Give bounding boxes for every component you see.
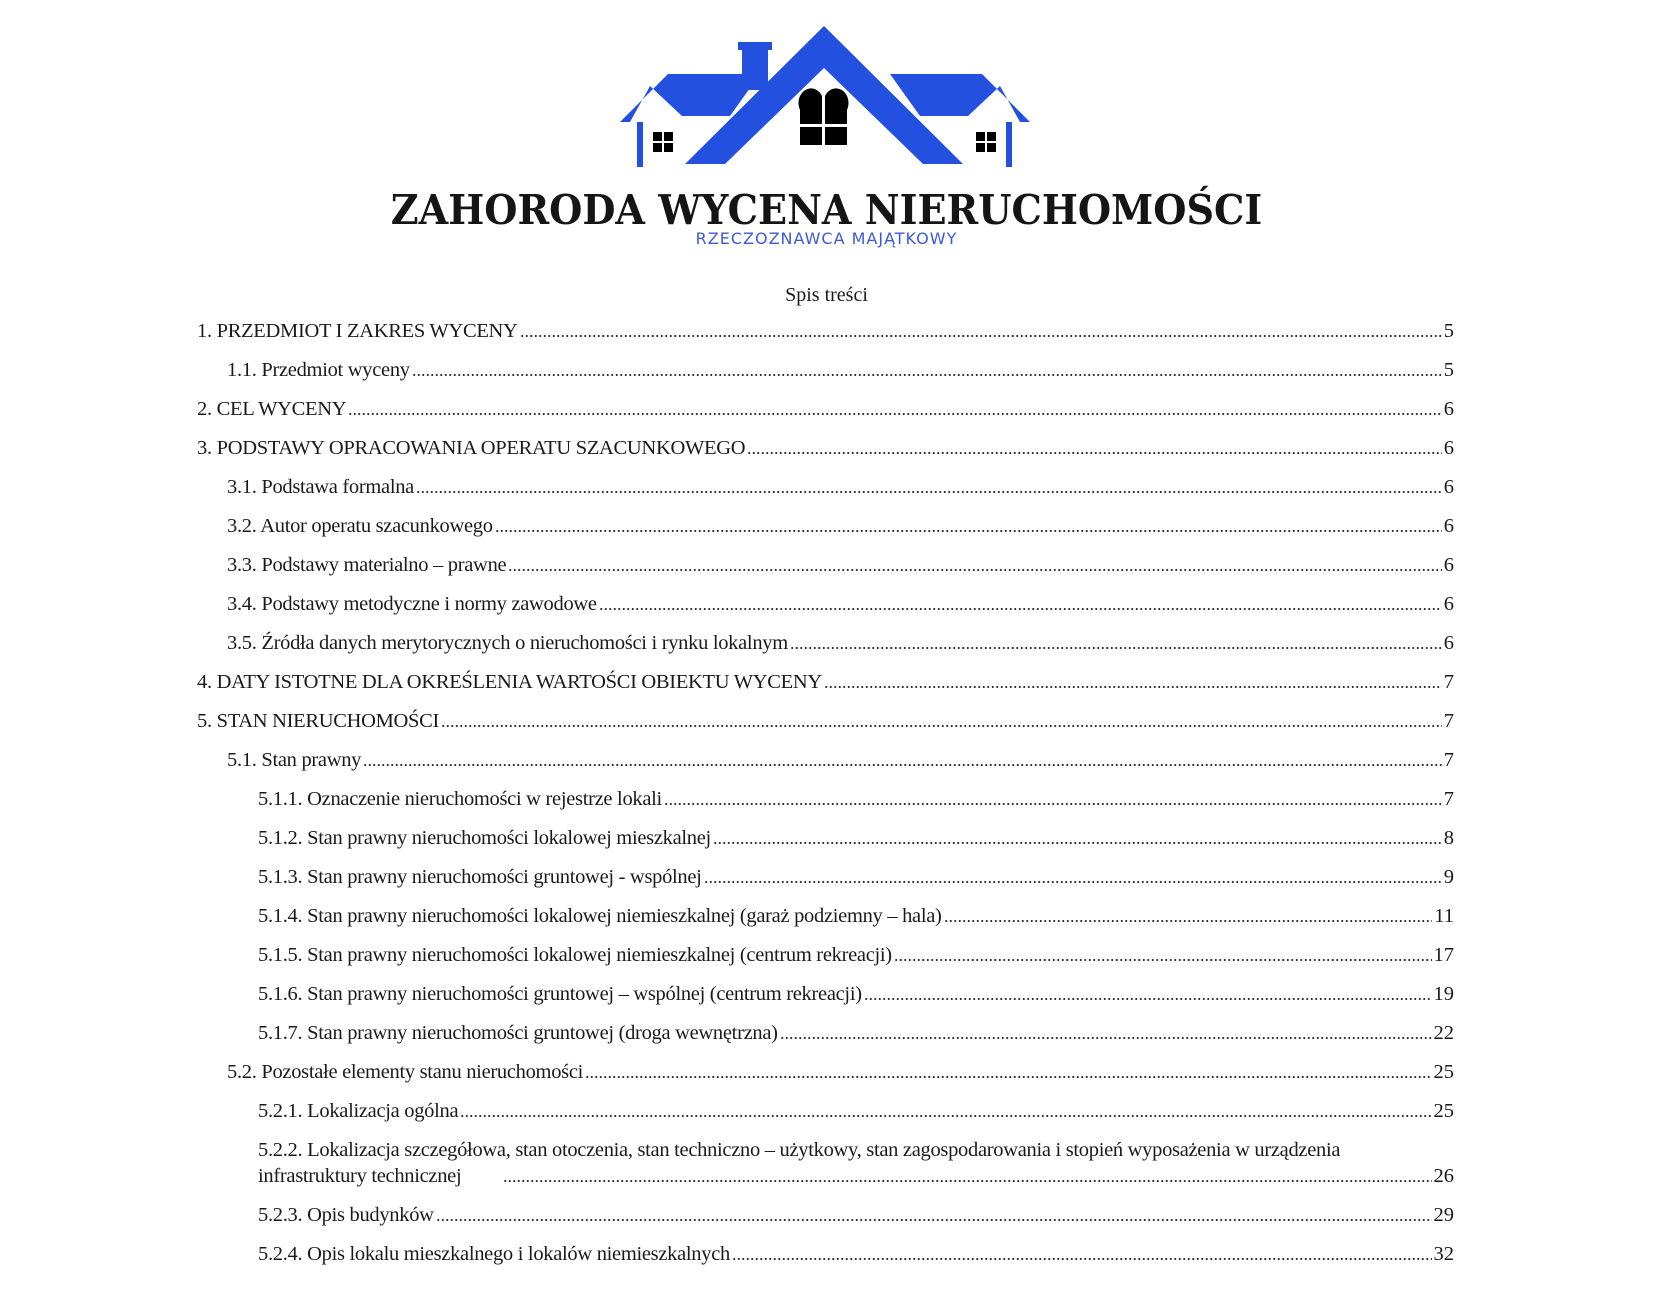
toc-entry[interactable] [197,812,1454,851]
toc-entry[interactable] [197,617,1454,656]
brand-title: ZAHORODA WYCENA NIERUCHOMOŚCI [390,186,1263,234]
toc-entry-label: 5.1.2. Stan prawny nieruchomości lokalowej mieszkalnej [258,827,711,849]
toc-entry[interactable] [197,1189,1454,1228]
chimney-stack [742,50,768,90]
toc-entry[interactable] [197,968,1454,1007]
toc-entry-body [258,981,1434,1007]
toc-entry-body [258,1098,1434,1124]
toc-entry[interactable] [197,656,1454,695]
toc-entry-page-number: 6 [1443,437,1454,459]
toc-entry-body [197,396,1444,422]
toc-entry-page-number: 6 [1443,476,1454,498]
toc-entry-body [258,1241,1434,1267]
dot-leader [503,1178,1431,1184]
left-wall [637,122,643,167]
toc-entry[interactable] [197,383,1454,422]
toc-entry-page-number: 9 [1443,866,1454,888]
toc-entry[interactable] [197,1085,1454,1124]
dot-leader [585,1074,1431,1080]
toc-entry[interactable] [197,734,1454,773]
toc-entry-label: 1.1. Przedmiot wyceny [227,359,410,381]
dot-leader [441,723,1442,729]
toc-entry-body [227,1059,1434,1085]
toc-entry-label: 5.2.1. Lokalizacja ogólna [258,1100,459,1122]
house-roofs-logo-icon [620,26,1030,171]
toc-entry-label: 3. PODSTAWY OPRACOWANIA OPERATU SZACUNKOWEGO [197,437,746,459]
toc-entry-page-number: 22 [1433,1022,1454,1044]
toc-entry-body [258,825,1444,851]
toc-entry-body [258,1202,1434,1228]
dot-leader [412,372,1442,378]
left-window-icon [653,132,673,152]
toc-entry-body [258,1137,1454,1189]
dot-leader [780,1035,1432,1041]
toc-entry[interactable] [197,695,1454,734]
toc-entry[interactable] [197,305,1454,344]
dot-leader [864,996,1432,1002]
toc-entry-label: 5. STAN NIERUCHOMOŚCI [197,710,440,732]
toc-entry[interactable] [197,539,1454,578]
toc-entry[interactable] [197,1046,1454,1085]
dot-leader [704,879,1442,885]
toc-entry[interactable] [197,500,1454,539]
toc-entry-page-number: 7 [1443,671,1454,693]
toc-entry-page-number: 8 [1443,827,1454,849]
dot-leader [732,1256,1432,1262]
toc-entry-body [258,786,1444,812]
toc-entry-body [227,513,1444,539]
toc-entry[interactable] [197,461,1454,500]
toc-entry-label: 3.4. Podstawy metodyczne i normy zawodowe [227,593,597,615]
toc-entry-label: 5.2.3. Opis budynków [258,1204,434,1226]
toc-entry-body [227,747,1444,773]
toc-entry-page-number: 25 [1433,1100,1454,1122]
dot-leader [894,957,1432,963]
toc-entry-page-number: 25 [1433,1061,1454,1083]
dot-leader [348,411,1441,417]
toc-entry[interactable] [197,929,1454,968]
table-of-contents [197,305,1454,1267]
right-window-icon [976,132,996,152]
dot-leader [520,333,1442,339]
toc-entry-label: 3.1. Podstawa formalna [227,476,414,498]
toc-entry-body [197,435,1444,461]
brand-subtitle: RZECZOZNAWCA MAJĄTKOWY [695,229,958,248]
toc-entry[interactable] [197,1124,1454,1189]
toc-entry[interactable] [197,422,1454,461]
toc-entry-label-continued: infrastruktury technicznej [258,1165,462,1187]
toc-entry-body [197,318,1444,344]
toc-entry[interactable] [197,890,1454,929]
toc-entry-page-number: 6 [1443,554,1454,576]
dot-leader [790,645,1442,651]
toc-entry-label: 5.1.6. Stan prawny nieruchomości gruntowej – wspólnej (centrum rekreacji) [258,983,862,1005]
toc-entry-page-number: 7 [1443,749,1454,771]
toc-entry-label: 5.2.2. Lokalizacja szczegółowa, stan otoczenia, stan techniczno – użytkowy, stan zagospodarowania i stopień wyposażenia w urządzenia [258,1139,1341,1161]
toc-entry-continuation [258,1163,1454,1189]
toc-entry-page-number: 17 [1433,944,1454,966]
dot-leader [436,1217,1432,1223]
toc-entry-label: 5.1. Stan prawny [227,749,362,771]
toc-entry-body [197,708,1444,734]
toc-entry[interactable] [197,851,1454,890]
dot-leader [363,762,1442,768]
toc-entry-label: 1. PRZEDMIOT I ZAKRES WYCENY [197,320,518,342]
dot-leader [508,567,1441,573]
toc-entry-label: 5.1.3. Stan prawny nieruchomości gruntowej - wspólnej [258,866,702,888]
dot-leader [944,918,1433,924]
chimney [738,42,772,50]
dot-leader [599,606,1442,612]
toc-entry-body [227,474,1444,500]
toc-entry-label: 3.3. Podstawy materialno – prawne [227,554,507,576]
toc-entry-page-number: 6 [1443,398,1454,420]
toc-entry-page-number: 6 [1443,593,1454,615]
toc-entry-page-number: 5 [1443,320,1454,342]
toc-entry-label: 3.5. Źródła danych merytorycznych o nieruchomości i rynku lokalnym [227,632,788,654]
toc-entry-body [258,1020,1434,1046]
toc-entry-page-number: 7 [1443,710,1454,732]
toc-entry-body [227,591,1444,617]
dot-leader [495,528,1442,534]
toc-entry-body [258,864,1444,890]
toc-entry-page-number: 32 [1433,1243,1454,1265]
toc-entry[interactable] [197,1228,1454,1267]
toc-entry-body [258,942,1434,968]
dot-leader [713,840,1442,846]
toc-entry-page-number: 5 [1443,359,1454,381]
toc-entry-label: 5.1.5. Stan prawny nieruchomości lokalowej niemieszkalnej (centrum rekreacji) [258,944,892,966]
toc-entry-label: 5.1.1. Oznaczenie nieruchomości w rejestrze lokali [258,788,662,810]
toc-entry-label: 4. DATY ISTOTNE DLA OKREŚLENIA WARTOŚCI OBIEKTU WYCENY [197,671,822,693]
toc-entry-label: 5.1.7. Stan prawny nieruchomości gruntowej (droga wewnętrzna) [258,1022,778,1044]
toc-entry-body [227,552,1444,578]
dot-leader [747,450,1442,456]
arched-window-icon [798,88,848,145]
toc-entry-label: 5.2.4. Opis lokalu mieszkalnego i lokalów niemieszkalnych [258,1243,730,1265]
toc-entry-label: 5.2. Pozostałe elementy stanu nieruchomości [227,1061,584,1083]
toc-entry-label: 5.1.4. Stan prawny nieruchomości lokalowej niemieszkalnej (garaż podziemny – hala) [258,905,942,927]
toc-entry-label: 2. CEL WYCENY [197,398,347,420]
toc-entry-page-number: 6 [1443,632,1454,654]
toc-title: Spis treści [785,284,868,306]
dot-leader [416,489,1442,495]
toc-entry[interactable] [197,773,1454,812]
toc-entry[interactable] [197,344,1454,383]
toc-entry-page-number: 19 [1433,983,1454,1005]
toc-entry-page-number: 6 [1443,515,1454,537]
dot-leader [664,801,1442,807]
toc-entry-body [227,630,1444,656]
dot-leader [824,684,1442,690]
toc-entry-body [197,669,1444,695]
toc-entry-body [227,357,1444,383]
right-wall [1006,122,1012,167]
toc-entry-body [258,903,1434,929]
dot-leader [460,1113,1431,1119]
toc-entry-page-number: 7 [1443,788,1454,810]
toc-entry-page-number: 26 [1433,1165,1454,1187]
toc-entry-page-number: 29 [1433,1204,1454,1226]
toc-entry-label: 3.2. Autor operatu szacunkowego [227,515,493,537]
toc-entry[interactable] [197,1007,1454,1046]
toc-entry-page-number: 11 [1434,905,1454,927]
toc-entry[interactable] [197,578,1454,617]
